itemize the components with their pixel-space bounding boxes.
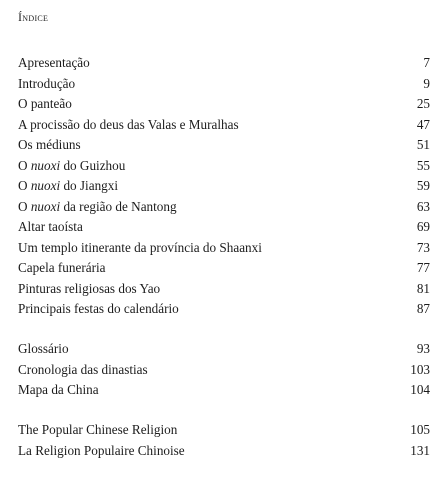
toc-entry[interactable]: [18, 53, 430, 74]
toc-entry-title-text: O: [18, 198, 31, 214]
toc-entry-title-text: Glossário: [18, 341, 69, 356]
toc-entry-title: [18, 53, 90, 74]
toc-entry-page-number: 63: [416, 198, 430, 214]
toc-entry-title: [18, 197, 177, 218]
toc-entry[interactable]: [18, 176, 430, 197]
toc-entry[interactable]: [18, 135, 430, 156]
toc-entry-title-text: Apresentação: [18, 55, 90, 70]
toc-entry-title: [18, 299, 179, 320]
toc-entry-title: [18, 420, 177, 441]
toc-entry-title-italic: nuoxi: [30, 198, 61, 214]
toc-entry-title: [18, 360, 148, 381]
toc-entry[interactable]: [18, 299, 430, 320]
toc-group-appendix: [18, 339, 430, 401]
toc-entry-page-number: 7: [423, 55, 430, 70]
toc-entry[interactable]: [18, 115, 430, 136]
toc-entry-title: [18, 380, 99, 401]
toc-entry-page-number: 81: [416, 280, 430, 296]
toc-entry[interactable]: [18, 238, 430, 259]
toc-entry-title: [18, 74, 75, 95]
toc-entry[interactable]: [18, 197, 430, 218]
toc-entry-title: [18, 94, 72, 115]
toc-entry[interactable]: [18, 94, 430, 115]
toc-entry-page-number: 69: [416, 219, 430, 234]
toc-entry-page-number: 51: [416, 137, 430, 152]
toc-entry-title-text: Principais festas do calendário: [18, 301, 179, 316]
toc-entry-page-number: 87: [416, 301, 430, 316]
toc-entry-title-italic: nuoxi: [30, 157, 61, 173]
toc-entry-page-number: 9: [423, 75, 430, 91]
toc-entry[interactable]: [18, 217, 430, 238]
toc-entry-page-number: 104: [410, 382, 430, 397]
toc-entry-title: [18, 176, 118, 197]
toc-entry-title-italic: nuoxi: [30, 178, 61, 193]
toc-entry-title-text: Um templo itinerante da província do Shaanxi: [18, 239, 262, 255]
toc-entry[interactable]: [18, 156, 430, 177]
toc-entry-title: [18, 115, 239, 136]
toc-entry[interactable]: [18, 420, 430, 441]
toc-entry[interactable]: [18, 360, 430, 381]
toc-entry[interactable]: [18, 339, 430, 360]
toc-entry-title-text: Pinturas religiosas dos Yao: [18, 280, 161, 296]
toc-entry-title: [18, 339, 69, 360]
toc-entry-title: [18, 258, 106, 279]
toc-group-main: [18, 53, 430, 320]
toc-entry-title: [18, 238, 262, 259]
toc-entry-page-number: 47: [416, 116, 430, 132]
toc-entry-title-text: Capela funerária: [18, 260, 106, 275]
toc-entry-title-text: O panteão: [18, 96, 72, 111]
toc-entry-page-number: 73: [416, 239, 430, 255]
toc-entry-title: [18, 156, 125, 177]
toc-entry-page-number: 77: [416, 260, 430, 275]
toc-entry-page-number: 93: [416, 341, 430, 356]
toc-group-summaries: [18, 420, 430, 461]
toc-entry-title: [18, 279, 160, 300]
toc-entry[interactable]: [18, 74, 430, 95]
toc-entry-page-number: 55: [416, 157, 430, 173]
toc-entry-title-suffix: do Guizhou: [60, 157, 126, 173]
toc-entry-title-text: The Popular Chinese Religion: [18, 422, 178, 437]
toc-entry-page-number: 103: [410, 361, 430, 377]
toc-entry-title-text: A procissão do deus das Valas e Muralhas: [18, 116, 239, 132]
toc-entry-title-text: Cronologia das dinastias: [18, 361, 148, 377]
toc-entry-title: [18, 217, 83, 238]
toc-entry-title-text: O: [18, 178, 31, 193]
toc-entry-title-text: Os médiuns: [18, 137, 81, 152]
toc-entry-title-suffix: do Jiangxi: [60, 178, 119, 193]
toc-entry-title-suffix: da região de Nantong: [60, 198, 177, 214]
toc-entry[interactable]: [18, 258, 430, 279]
toc-entry-page-number: 131: [410, 442, 430, 458]
toc-entry-page-number: 59: [416, 178, 430, 193]
toc-entry-title-text: O: [18, 157, 31, 173]
toc-entry-title-text: Mapa da China: [18, 382, 99, 397]
toc-entry-title-text: Altar taoísta: [18, 219, 83, 234]
toc-entry[interactable]: [18, 441, 430, 462]
toc-entry-page-number: 105: [410, 422, 430, 437]
toc-entry-title-text: La Religion Populaire Chinoise: [18, 442, 185, 458]
toc-entry-title: [18, 135, 81, 156]
toc-entry-page-number: 25: [416, 96, 430, 111]
toc-entry[interactable]: [18, 279, 430, 300]
toc-entry[interactable]: [18, 380, 430, 401]
page-heading: Índice: [18, 10, 49, 24]
toc-entry-title-text: Introdução: [18, 75, 76, 91]
toc-entry-title: [18, 441, 185, 462]
